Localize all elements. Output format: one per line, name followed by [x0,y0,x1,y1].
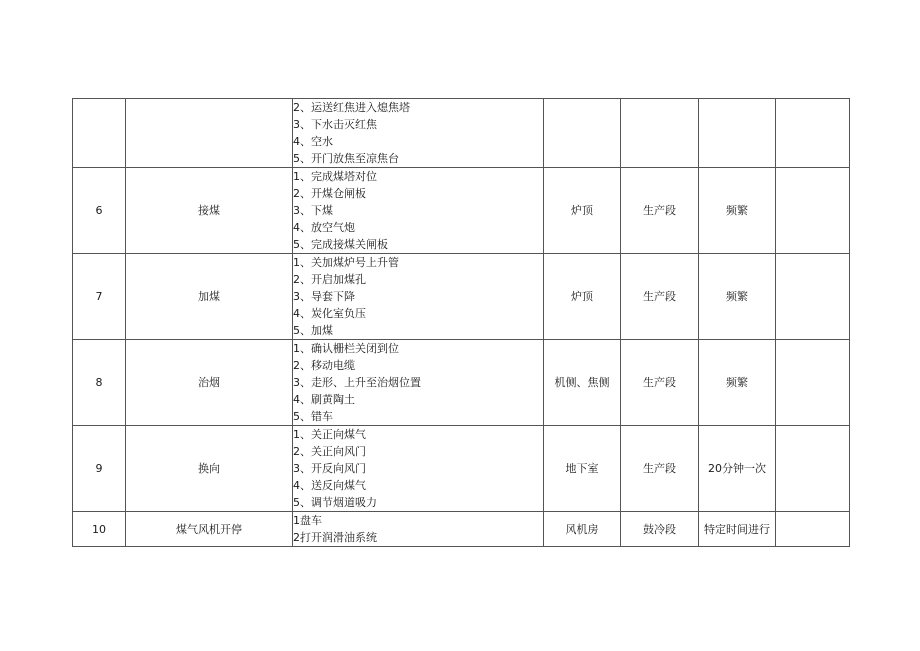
operation-name-cell: 换向 [126,426,293,512]
frequency-cell: 特定时间进行 [699,512,776,547]
location-cell: 风机房 [544,512,621,547]
step-text: 5、错车 [293,410,333,423]
department-cell: 生产段 [621,254,699,340]
steps-cell [293,168,544,254]
steps-cell [293,426,544,512]
table-row [73,99,850,168]
step-text: 4、空水 [293,135,333,148]
step-text: 2、开煤仓闸板 [293,187,366,200]
step-text: 1、关正向煤气 [293,428,366,441]
department-cell: 生产段 [621,340,699,426]
step-text: 3、下煤 [293,204,333,217]
location-cell: 炉顶 [544,168,621,254]
location-cell [544,99,621,168]
step-text: 5、开门放焦至凉焦台 [293,152,399,165]
step-text: 4、炭化室负压 [293,307,366,320]
row-number-cell: 10 [73,512,126,547]
steps-cell [293,99,544,168]
steps-cell [293,340,544,426]
operation-name-cell: 加煤 [126,254,293,340]
step-text: 3、走形、上升至治烟位置 [293,376,421,389]
table-row [73,512,850,547]
frequency-cell: 频繁 [699,168,776,254]
table-row [73,426,850,512]
step-text: 4、刷黄陶土 [293,393,355,406]
steps-cell [293,512,544,547]
step-text: 5、完成接煤关闸板 [293,238,388,251]
remark-cell [776,254,850,340]
step-text: 1、确认栅栏关闭到位 [293,342,399,355]
row-number-cell: 9 [73,426,126,512]
step-text: 2、关正向风门 [293,445,366,458]
operation-name-cell: 煤气风机开停 [126,512,293,547]
step-text: 1盘车 [293,514,322,527]
department-cell [621,99,699,168]
row-number-cell: 6 [73,168,126,254]
remark-cell [776,168,850,254]
step-text: 1、完成煤塔对位 [293,170,377,183]
department-cell: 生产段 [621,168,699,254]
remark-cell [776,512,850,547]
operations-table [72,98,850,547]
department-cell: 生产段 [621,426,699,512]
location-cell: 炉顶 [544,254,621,340]
frequency-cell [699,99,776,168]
step-text: 2、运送红焦进入熄焦塔 [293,101,410,114]
location-cell: 地下室 [544,426,621,512]
row-number-cell [73,99,126,168]
row-number-cell: 8 [73,340,126,426]
step-text: 2、移动电缆 [293,359,355,372]
steps-cell [293,254,544,340]
operation-name-cell: 治烟 [126,340,293,426]
frequency-cell: 频繁 [699,254,776,340]
department-cell: 鼓冷段 [621,512,699,547]
frequency-cell: 频繁 [699,340,776,426]
step-text: 3、导套下降 [293,290,355,303]
step-text: 5、调节烟道吸力 [293,496,377,509]
remark-cell [776,340,850,426]
operation-name-cell: 接煤 [126,168,293,254]
remark-cell [776,99,850,168]
step-text: 2、开启加煤孔 [293,273,366,286]
table-row [73,168,850,254]
step-text: 4、放空气炮 [293,221,355,234]
location-cell: 机侧、焦侧 [544,340,621,426]
remark-cell [776,426,850,512]
step-text: 5、加煤 [293,324,333,337]
step-text: 2打开润滑油系统 [293,531,377,544]
operation-name-cell [126,99,293,168]
row-number-cell: 7 [73,254,126,340]
table-row [73,254,850,340]
step-text: 1、关加煤炉号上升管 [293,256,399,269]
frequency-cell: 20分钟一次 [699,426,776,512]
step-text: 3、下水击灭红焦 [293,118,377,131]
step-text: 3、开反向风门 [293,462,366,475]
table-row [73,340,850,426]
step-text: 4、送反向煤气 [293,479,366,492]
